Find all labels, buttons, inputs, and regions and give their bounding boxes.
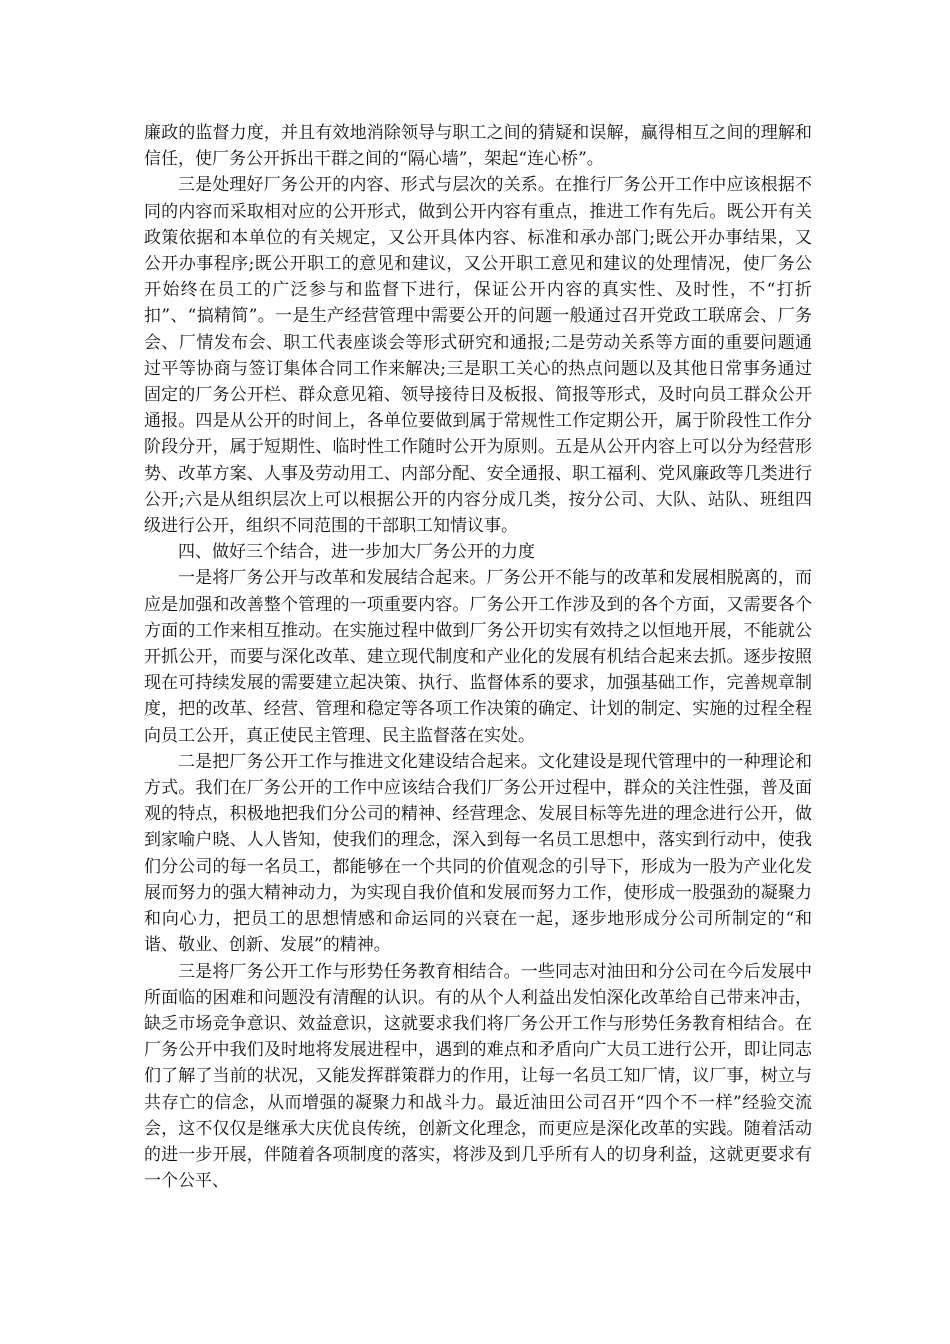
paragraph-5: 三是将厂务公开工作与形势任务教育相结合。一些同志对油田和分公司在今后发展中所面临的困难和问题没有清醒的认识。有的从个人利益出发怕深化改革给自己带来冲击，缺乏市场竞争意识、效益意识，这就要求我们将厂务公开工作与形势任务教育相结合。在厂务公开中我们及时地将发展进程中，遇到的难点和矛盾向广大员工进行公开，即让同志们了解了当前的状况，又能发挥群策群力的作用，让每一名员工知厂情，议厂事，树立与共存亡的信念，从而增强的凝聚力和战斗力。最近油田公司召开“四个不一样”经验交流会，这不仅仅是继承大庆优良传统，创新文化理念，而更应是深化改革的实践。随着活动的进一步开展，伴随着各项制度的落实，将涉及到几乎所有人的切身利益，这就更要求有一个公平、	[144, 961, 812, 1192]
paragraph-2: 三是处理好厂务公开的内容、形式与层次的关系。在推行厂务公开工作中应该根据不同的内容而采取相对应的公开形式，做到公开内容有重点，推进工作有先后。既公开有关政策依据和本单位的有关规定，又公开具体内容、标准和承办部门;既公开办事结果，又公开办事程序;既公开职工的意见和建议，又公开职工意见和建议的处理情况，使厂务公开始终在员工的广泛参与和监督下进行，保证公开内容的真实性、及时性，不“打折扣”、“搞精简”。一是生产经营管理中需要公开的问题一般通过召开党政工联席会、厂务会、厂情发布会、职工代表座谈会等形式研究和通报;二是劳动关系等方面的重要问题通过平等协商与签订集体合同工作来解决;三是职工关心的热点问题以及其他日常事务通过固定的厂务公开栏、群众意见箱、领导接待日及板报、简报等形式，及时向员工群众公开通报。四是从公开的时间上，各单位要做到属于常规性工作定期公开，属于阶段性工作分阶段分开，属于短期性、临时性工作随时公开为原则。五是从公开内容上可以分为经营形势、改革方案、人事及劳动用工、内部分配、安全通报、职工福利、党风廉政等几类进行公开;六是从组织层次上可以根据公开的内容分成几类，按分公司、大队、站队、班组四级进行公开，组织不同范围的干部职工知情议事。	[144, 175, 812, 537]
paragraph-4: 二是把厂务公开工作与推进文化建设结合起来。文化建设是现代管理中的一种理论和方式。我们在厂务公开的工作中应该结合我们厂务公开过程中，群众的关注性强，普及面观的特点，积极地把我们分公司的精神、经营理念、发展目标等先进的理念进行公开，做到家喻户晓、人人皆知，使我们的理念，深入到每一名员工思想中，落实到行动中，使我们分公司的每一名员工，都能够在一个共同的价值观念的引导下，形成为一股为产业化发展而努力的强大精神动力，为实现自我价值和发展而努力工作，使形成一股强劲的凝聚力和向心力，把员工的思想情感和命运同的兴衰在一起，逐步地形成分公司所制定的“和谐、敬业、创新、发展”的精神。	[144, 751, 812, 956]
document-body	[144, 120, 812, 1194]
section-heading: 四、做好三个结合，进一步加大厂务公开的力度	[178, 542, 535, 563]
paragraph-3: 一是将厂务公开与改革和发展结合起来。厂务公开不能与的改革和发展相脱离的，而应是加强和改善整个管理的一项重要内容。厂务公开工作涉及到的各个方面，又需要各个方面的工作来相互推动。在实施过程中做到厂务公开切实有效持之以恒地开展，不能就公开抓公开，而要与深化改革、建立现代制度和产业化的发展有机结合起来去抓。逐步按照现在可持续发展的需要建立起决策、执行、监督体系的要求，加强基础工作，完善规章制度，把的改革、经营、管理和稳定等各项工作决策的确定、计划的制定、实施的过程全程向员工公开，真正使民主管理、民主监督落在实处。	[144, 568, 812, 746]
paragraph-1: 廉政的监督力度，并且有效地消除领导与职工之间的猜疑和误解，赢得相互之间的理解和信任，使厂务公开拆出干群之间的“隔心墙”，架起“连心桥”。	[144, 123, 812, 170]
